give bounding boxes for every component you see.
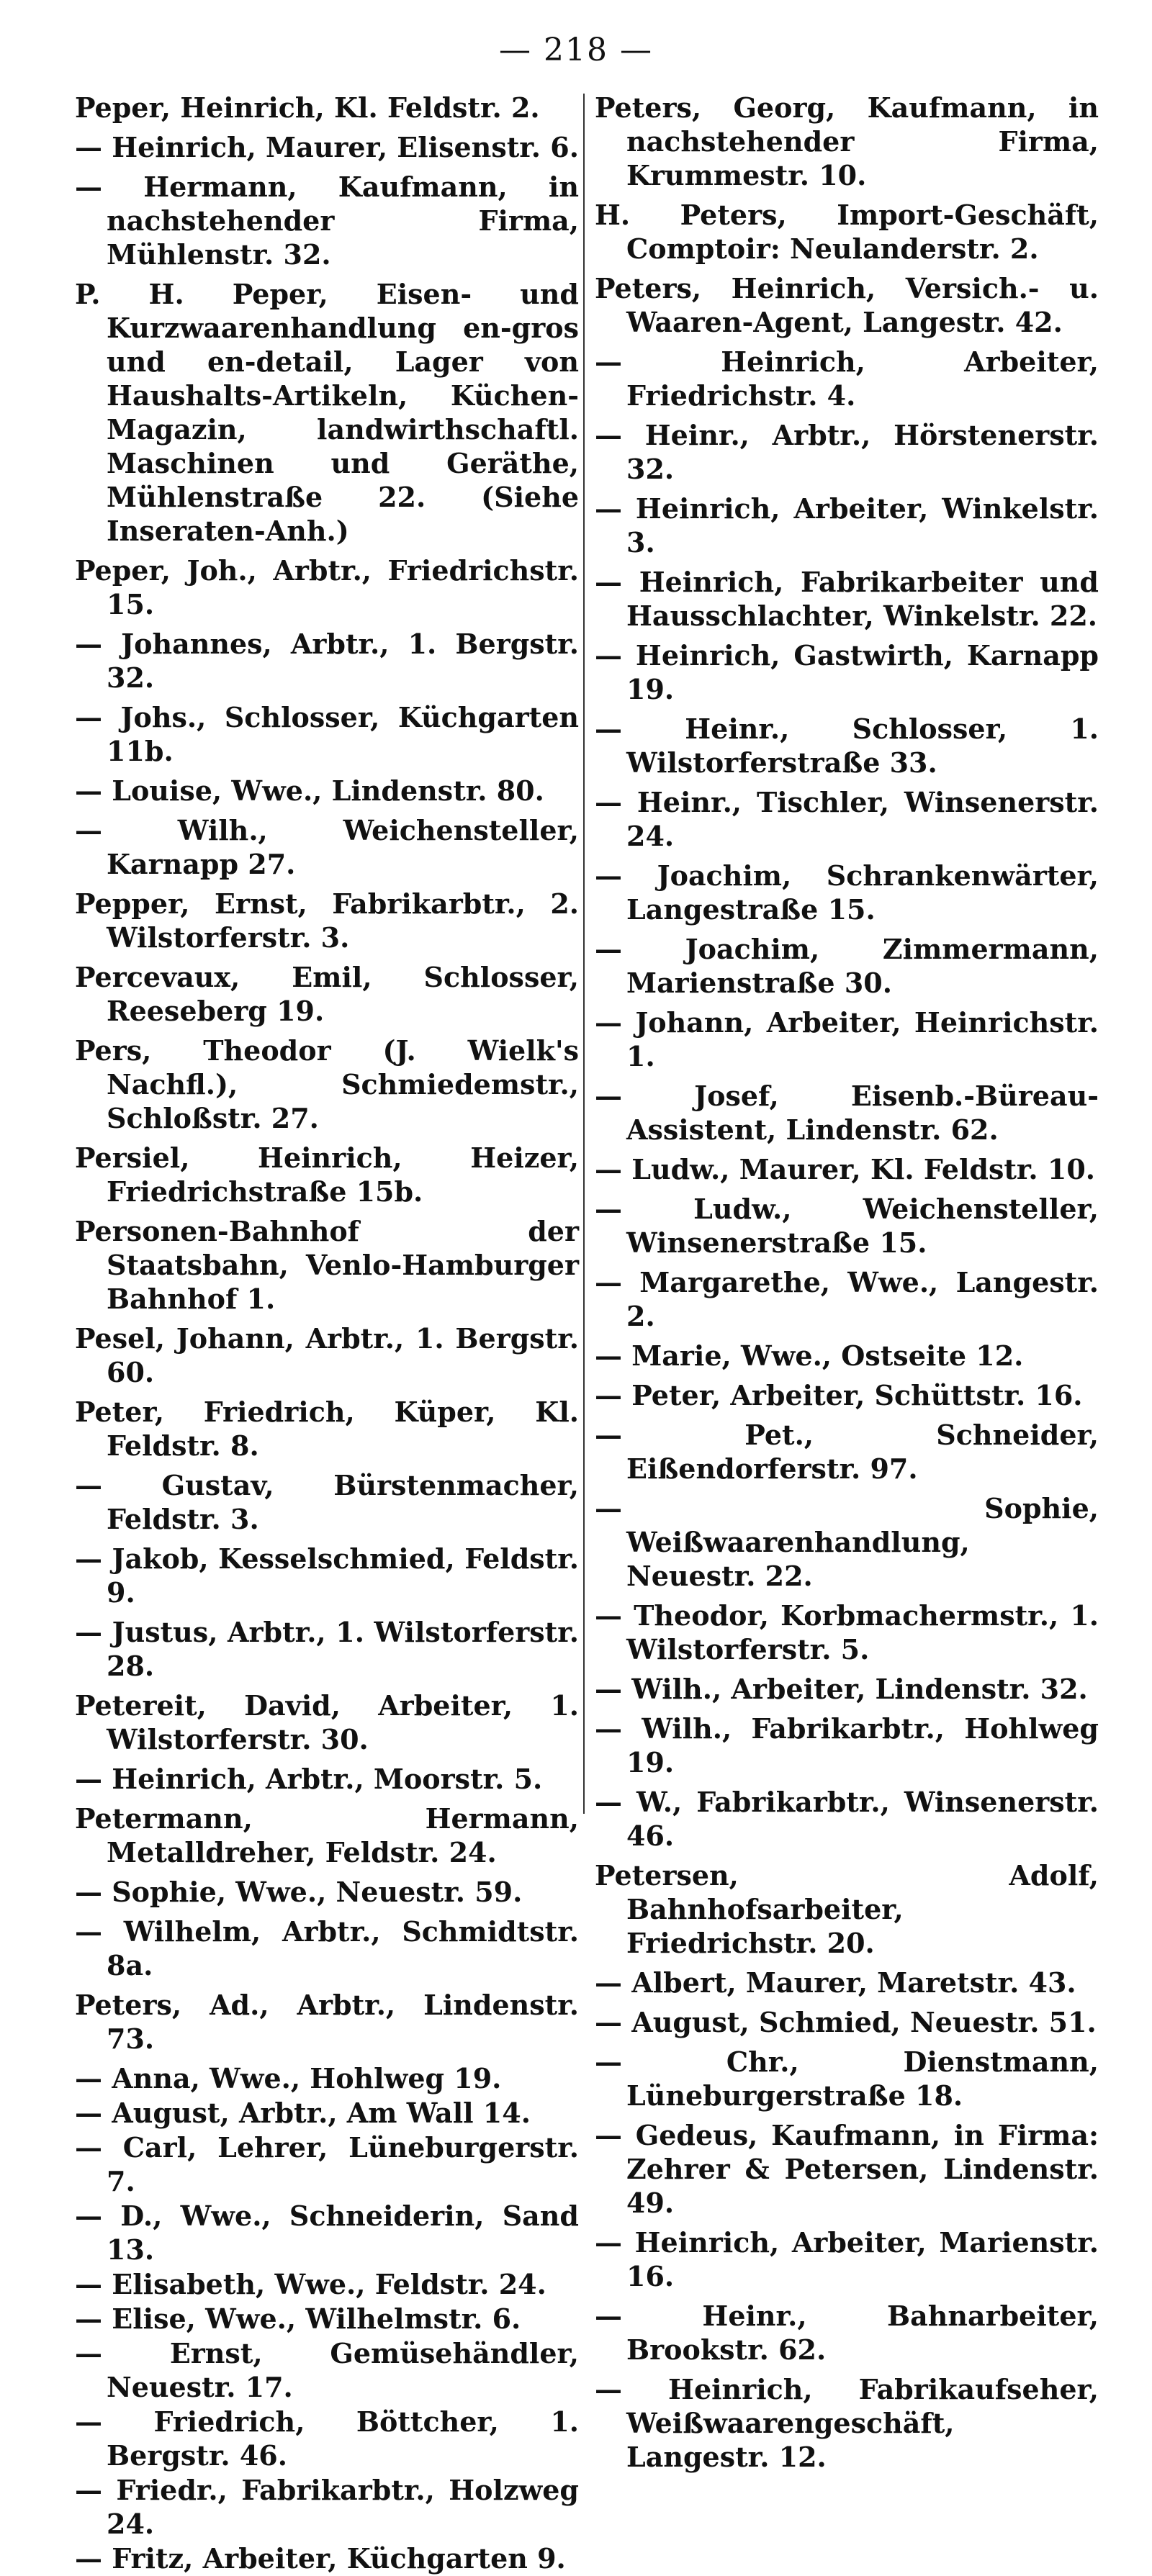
page-number: — 218 — [499,32,653,68]
directory-entry: Petereit, David, Arbeiter, 1. Wilstorferstr. 30. [75,1689,579,1755]
directory-entry: — Wilh., Weichensteller, Karnapp 27. [75,814,579,880]
directory-entry: — Sophie, Weißwaarenhandlung, Neuestr. 22. [595,1492,1099,1592]
directory-entry: — Heinr., Arbtr., Hörstenerstr. 32. [595,419,1099,485]
directory-entry: — Heinrich, Arbeiter, Friedrichstr. 4. [595,345,1099,412]
directory-entry: — August, Schmied, Neuestr. 51. [595,2006,1097,2038]
directory-entry: — Ernst, Gemüsehändler, Neuestr. 17. [75,2337,579,2403]
directory-entry: Petersen, Adolf, Bahnhofsarbeiter, Friedrichstr. 20. [595,1859,1099,1959]
directory-entry: — Johann, Arbeiter, Heinrichstr. 1. [595,1006,1099,1072]
directory-entry: — Wilh., Fabrikarbtr., Hohlweg 19. [595,1712,1099,1779]
directory-entry: Personen-Bahnhof der Staatsbahn, Venlo-Hamburger Bahnhof 1. [75,1215,579,1315]
directory-entry: — Friedrich, Böttcher, 1. Bergstr. 46. [75,2405,579,2472]
directory-entry: — W., Fabrikarbtr., Winsenerstr. 46. [595,1786,1099,1852]
directory-entry: — Carl, Lehrer, Lüneburgerstr. 7. [75,2131,579,2197]
directory-entry: Pers, Theodor (J. Wielk's Nachfl.), Schmiedemstr., Schloßstr. 27. [75,1034,579,1134]
directory-entry: — Gedeus, Kaufmann, in Firma: Zehrer & Petersen, Lindenstr. 49. [595,2119,1099,2219]
directory-entry: — Theodor, Korbmachermstr., 1. Wilstorferstr. 5. [595,1599,1099,1666]
directory-entry: — Hermann, Kaufmann, in nachstehender Firma, Mühlenstr. 32. [75,171,579,271]
directory-entry: — Gustav, Bürstenmacher, Feldstr. 3. [75,1469,579,1535]
directory-entry: — Johannes, Arbtr., 1. Bergstr. 32. [75,628,579,694]
directory-entry: Peters, Ad., Arbtr., Lindenstr. 73. [75,1989,579,2055]
directory-entry: — Heinrich, Arbeiter, Winkelstr. 3. [595,492,1099,559]
directory-entry: Petermann, Hermann, Metalldreher, Feldstr. 24. [75,1802,579,1868]
directory-entry: — Joachim, Zimmermann, Marienstraße 30. [595,933,1099,999]
right-column [595,91,1099,2480]
directory-entry: — Heinrich, Arbeiter, Marienstr. 16. [595,2226,1099,2292]
directory-entry: — Anna, Wwe., Hohlweg 19. [75,2062,502,2094]
directory-entry: Pesel, Johann, Arbtr., 1. Bergstr. 60. [75,1322,579,1388]
directory-entry: — Sophie, Wwe., Neuestr. 59. [75,1876,523,1908]
directory-entry: Percevaux, Emil, Schlosser, Reeseberg 19. [75,961,579,1027]
directory-entry: — Justus, Arbtr., 1. Wilstorferstr. 28. [75,1616,579,1682]
directory-entry: — Wilhelm, Arbtr., Schmidtstr. 8a. [75,1915,579,1981]
directory-entry: — Johs., Schlosser, Küchgarten 11b. [75,701,579,767]
directory-entry: Pepper, Ernst, Fabrikarbtr., 2. Wilstorferstr. 3. [75,887,579,954]
directory-entry: — Albert, Maurer, Maretstr. 43. [595,1966,1076,1999]
directory-entry: — Heinrich, Fabrikarbeiter und Hausschlachter, Winkelstr. 22. [595,566,1099,632]
directory-entry: Persiel, Heinrich, Heizer, Friedrichstraße 15b. [75,1142,579,1208]
directory-entry: — Peter, Arbeiter, Schüttstr. 16. [595,1379,1083,1411]
directory-entry: — Heinrich, Gastwirth, Karnapp 19. [595,639,1099,705]
directory-entry: — Josef, Eisenb.-Büreau-Assistent, Lindenstr. 62. [595,1080,1099,1146]
directory-entry: H. Peters, Import-Geschäft, Comptoir: Neulanderstr. 2. [595,199,1099,265]
left-column [75,91,579,2576]
directory-entry: — Heinr., Schlosser, 1. Wilstorferstraße 33. [595,713,1099,779]
directory-entry: Peper, Joh., Arbtr., Friedrichstr. 15. [75,554,579,620]
directory-entry: — Friedr., Fabrikarbtr., Holzweg 24. [75,2474,579,2540]
directory-entry: — Elise, Wwe., Wilhelmstr. 6. [75,2302,521,2335]
directory-entry: — Louise, Wwe., Lindenstr. 80. [75,774,544,807]
directory-entry: P. H. Peper, Eisen- und Kurzwaarenhandlung en-gros und en-detail, Lager von Haushalts-Artikeln, Küchen-Magazin, landwirthschaftl. Maschinen und Geräthe, Mühlenstraße 22. (Siehe Inseraten-Anh.) [75,278,579,547]
column-divider [583,94,585,1814]
directory-entry: — Joachim, Schrankenwärter, Langestraße 15. [595,859,1099,926]
directory-entry: Peper, Heinrich, Kl. Feldstr. 2. [75,91,540,124]
directory-entry: — Fritz, Arbeiter, Küchgarten 9. [75,2542,566,2575]
directory-entry: — D., Wwe., Schneiderin, Sand 13. [75,2200,579,2266]
directory-entry: — Heinrich, Maurer, Elisenstr. 6. [75,131,579,163]
directory-entry: — Heinrich, Fabrikaufseher, Weißwaarengeschäft, Langestr. 12. [595,2373,1099,2473]
directory-entry: — Heinr., Bahnarbeiter, Brookstr. 62. [595,2300,1099,2366]
directory-entry: — Ludw., Maurer, Kl. Feldstr. 10. [595,1153,1096,1185]
directory-entry: — Heinr., Tischler, Winsenerstr. 24. [595,786,1099,852]
directory-entry: — Ludw., Weichensteller, Winsenerstraße 15. [595,1193,1099,1259]
directory-entry: Peters, Heinrich, Versich.- u. Waaren-Agent, Langestr. 42. [595,272,1099,338]
directory-entry: — Marie, Wwe., Ostseite 12. [595,1339,1024,1372]
directory-entry: — August, Arbtr., Am Wall 14. [75,2097,531,2129]
directory-entry: — Wilh., Arbeiter, Lindenstr. 32. [595,1673,1088,1705]
directory-entry: — Margarethe, Wwe., Langestr. 2. [595,1266,1099,1332]
directory-entry: Peters, Georg, Kaufmann, in nachstehender Firma, Krummestr. 10. [595,91,1099,191]
directory-entry: — Jakob, Kesselschmied, Feldstr. 9. [75,1542,579,1609]
directory-entry: — Elisabeth, Wwe., Feldstr. 24. [75,2268,546,2300]
directory-entry: — Chr., Dienstmann, Lüneburgerstraße 18. [595,2046,1099,2112]
directory-entry: Peter, Friedrich, Küper, Kl. Feldstr. 8. [75,1396,579,1462]
directory-entry: — Heinrich, Arbtr., Moorstr. 5. [75,1763,543,1795]
directory-entry: — Pet., Schneider, Eißendorferstr. 97. [595,1419,1099,1485]
